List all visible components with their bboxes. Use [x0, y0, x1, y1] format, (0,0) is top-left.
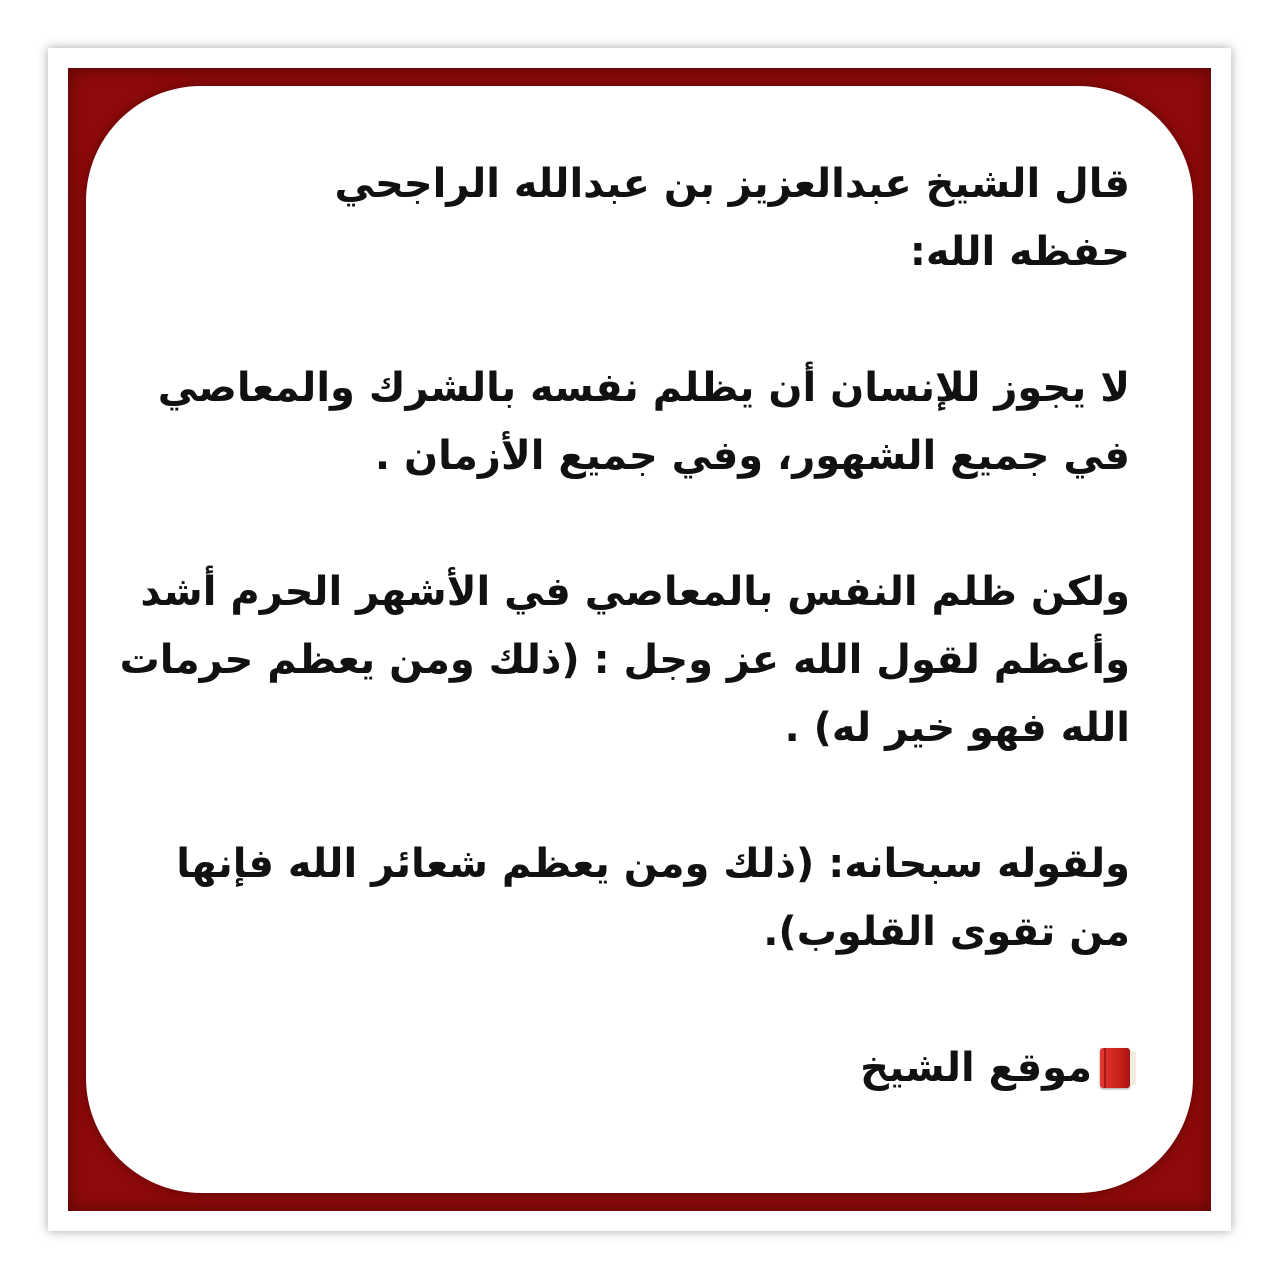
- paragraph-line: ولقوله سبحانه: (ذلك ومن يعظم شعائر الله فإنها: [176, 841, 1130, 887]
- paragraph-2: [119, 558, 1130, 762]
- paragraph-line: ولكن ظلم النفس بالمعاصي في الأشهر الحرم أشد: [140, 569, 1130, 615]
- source-attribution: [150, 1034, 1130, 1102]
- source-label: موقع الشيخ: [860, 1045, 1092, 1091]
- paragraph-line: في جميع الشهور، وفي جميع الأزمان .: [374, 433, 1130, 479]
- intro-paragraph: [150, 150, 1130, 286]
- quote-content: [119, 150, 1130, 1102]
- paragraph-line: الله فهو خير له) .: [784, 705, 1130, 751]
- paragraph-line: وأعظم لقول الله عز وجل : (ذلك ومن يعظم حرمات: [119, 637, 1130, 683]
- paragraph-3: [150, 830, 1130, 966]
- red-book-icon: [1100, 1048, 1130, 1088]
- paragraph-1: [150, 354, 1130, 490]
- paragraph-line: من تقوى القلوب).: [763, 909, 1130, 955]
- paragraph-line: لا يجوز للإنسان أن يظلم نفسه بالشرك والمعاصي: [157, 365, 1130, 411]
- intro-line: قال الشيخ عبدالعزيز بن عبدالله الراجحي: [334, 161, 1130, 207]
- intro-line: حفظه الله:: [909, 229, 1130, 275]
